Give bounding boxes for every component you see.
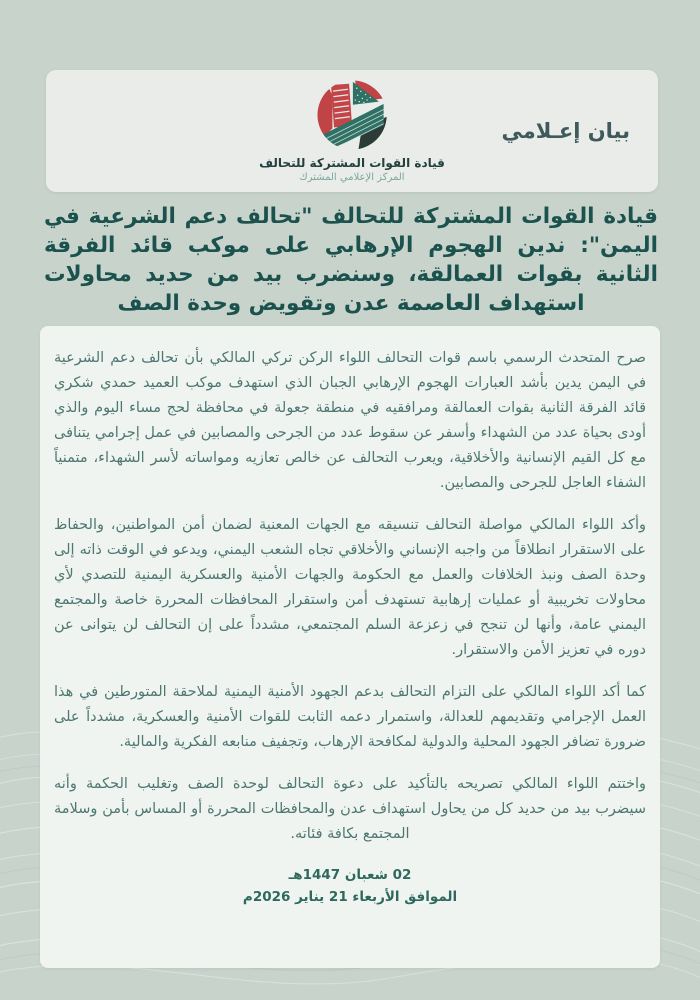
coalition-emblem-icon (311, 78, 393, 152)
statement-body-card (40, 326, 660, 968)
logo-title: قيادة القوات المشتركة للتحالف (259, 155, 445, 170)
date-hijri: 02 شعبان 1447هـ (288, 867, 412, 883)
date-gregorian: الموافق الأربعاء 21 يناير 2026م (242, 889, 458, 905)
statement-paragraph-4: واختتم اللواء المالكي تصريحه بالتأكيد على دعوة التحالف لوحدة الصف وتغليب الحكمة وأنه سيضرب بيد من حديد كل من يحاول استهداف عدن والمحافظات المحررة أو المساس بأمن وسلامة المجتمع بكافة فئاته. (54, 776, 646, 842)
statement-paragraph-3: كما أكد اللواء المالكي على التزام التحالف بدعم الجهود الأمنية اليمنية لملاحقة المتورطين في هذا العمل الإجرامي وتقديمهم للعدالة، واستمرار دعمه الثابت للقوات الأمنية والعسكرية، مشدداً على ضرورة تضافر الجهود المحلية والدولية لمكافحة الإرهاب، وتجفيف منابعه الفكرية والمالية. (54, 684, 646, 750)
logo-subtitle: المركز الإعلامي المشترك (299, 171, 405, 183)
statement-paragraph-1: صرح المتحدث الرسمي باسم قوات التحالف اللواء الركن تركي المالكي بأن تحالف دعم الشرعية في اليمن يدين بأشد العبارات الهجوم الإرهابي الجبان الذي استهدف موكب العميد حمدي شكري قائد الفرقة الثانية بقوات العمالقة ومرافقيه في منطقة جعولة في محافظة لحج مساء اليوم والذي أودى بحياة عدد من الشهداء وأسفر عن سقوط عدد من الجرحى والمصابين في عمل إجرامي يتنافى مع كل القيم الإنسانية والأخلاقية، ويعرب التحالف عن خالص تعازيه ومواساته لأسر الشهداء، متمنياً الشفاء العاجل للجرحى والمصابين. (54, 350, 646, 491)
header-card (46, 70, 658, 192)
statement-date (54, 864, 646, 908)
statement-type-label: بيان إعـلامي (501, 119, 630, 143)
statement-paragraph-2: وأكد اللواء المالكي مواصلة التحالف تنسيقه مع الجهات المعنية لضمان أمن المواطنين، والحفاظ على الاستقرار انطلاقاً من واجبه الإنساني والأخلاقي تجاه الشعب اليمني، ويدعو في الوقت ذاته إلى وحدة الصف ونبذ الخلافات والعمل مع الحكومة والجهات الأمنية والعسكرية اليمنية للتصدي لأي محاولات تخريبية أو عمليات إرهابية تستهدف أمن واستقرار المحافظات المحررة خاصة والمجتمع اليمني عامة، وأنها لن تنجح في زعزعة السلم المجتمعي، مشدداً على إن التحالف لن يتوانى عن دوره في تعزيز الأمن والاستقرار. (54, 517, 646, 658)
coalition-logo (259, 78, 445, 183)
statement-title: قيادة القوات المشتركة للتحالف "تحالف دعم الشرعية في اليمن": ندين الهجوم الإرهابي على موكب قائد الفرقة الثانية بقوات العمالقة، وسنضرب بيد من حديد محاولات استهداف العاصمة عدن وتقويض وحدة الصف (44, 204, 658, 317)
